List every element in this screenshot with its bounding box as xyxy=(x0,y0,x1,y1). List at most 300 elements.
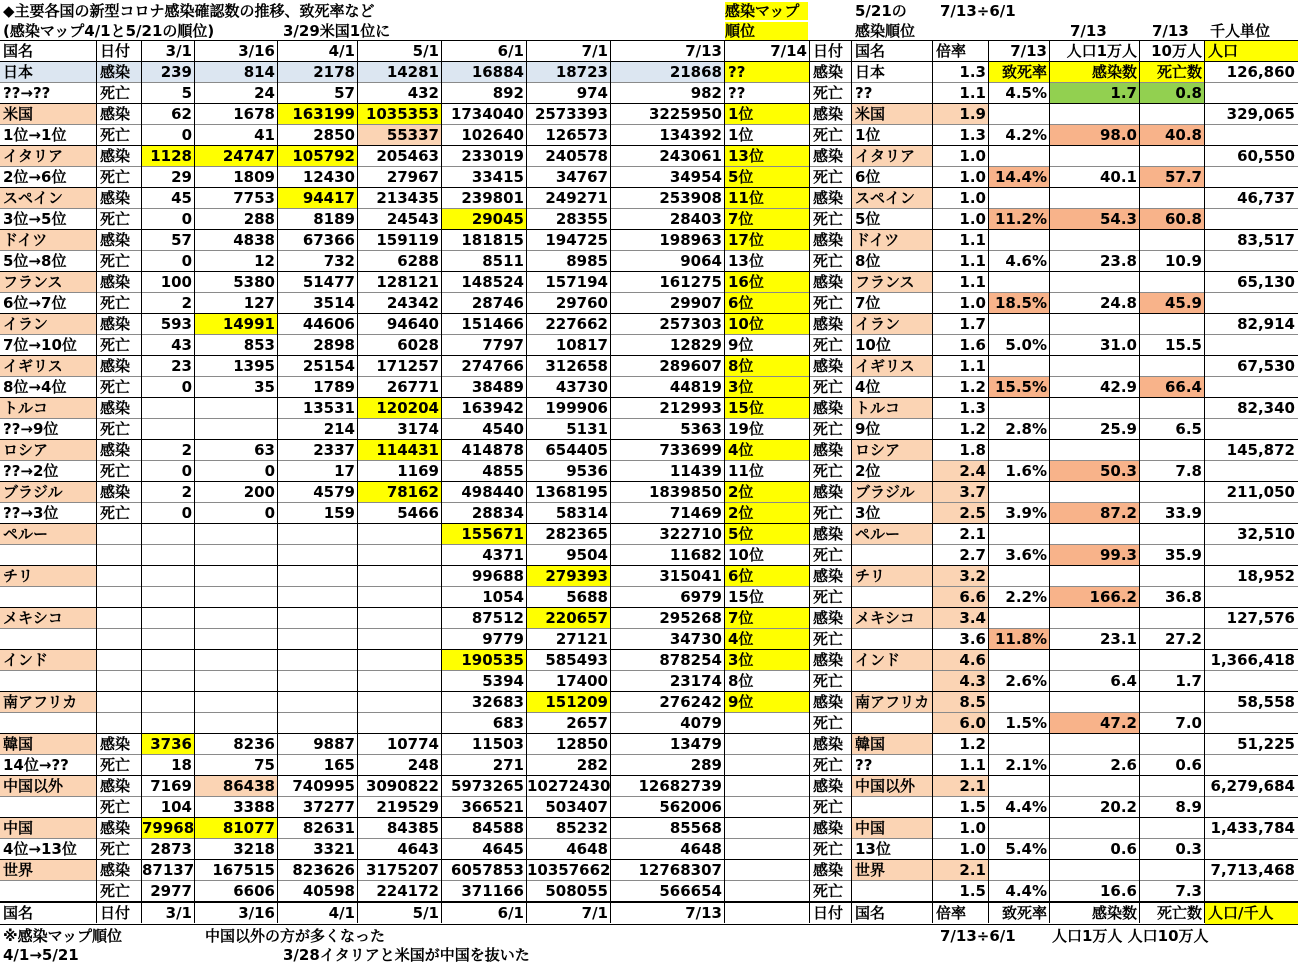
cell-r9-p xyxy=(1205,251,1298,272)
cell-r8-v0: 57 xyxy=(171,231,192,249)
cell-r30-v0 xyxy=(142,692,195,713)
cell-r9-b: 死亡 xyxy=(100,252,131,270)
cell-r13-v6: 12829 xyxy=(669,336,722,354)
cell-r29-m: 2.6% xyxy=(1005,672,1047,690)
cell-r38-m xyxy=(989,860,1050,881)
cell-r10-v5: 157194 xyxy=(545,273,608,291)
cell-r8-p: 83,517 xyxy=(1237,231,1295,249)
cell-r39-v3: 224172 xyxy=(376,882,439,900)
cell-r19-v1: 0 xyxy=(264,462,275,480)
cell-r39-v2: 40598 xyxy=(302,882,355,900)
cell-r32-m xyxy=(989,734,1050,755)
cell-r29-j: 死亡 xyxy=(813,672,844,690)
cell-r39-v1: 6606 xyxy=(233,882,275,900)
cell-r3-v5: 126573 xyxy=(545,126,608,144)
cell-r35-v5: 503407 xyxy=(545,798,608,816)
cell-r39-o: 7.3 xyxy=(1175,882,1202,900)
cell-r8-o xyxy=(1140,230,1205,251)
cell-r39-v7 xyxy=(725,881,810,902)
cell-r21-a: ??→3位 xyxy=(3,504,59,522)
cell-r0-v6: 21868 xyxy=(611,62,725,83)
cell-r25-m: 2.2% xyxy=(1005,588,1047,606)
cell-r3-m: 4.2% xyxy=(1005,126,1047,144)
cell-r16-j: 感染 xyxy=(813,399,844,417)
cell-r4-v7: 13位 xyxy=(725,146,810,167)
cell-r13-v0: 43 xyxy=(171,336,192,354)
cell-r22-j: 感染 xyxy=(813,525,844,543)
column-header-h-per100k: 10万人 xyxy=(1151,42,1202,60)
cell-r30-v1 xyxy=(195,692,278,713)
cell-r7-v2: 8189 xyxy=(313,210,355,228)
cell-r13-n: 31.0 xyxy=(1099,336,1137,354)
cell-r16-l: 1.3 xyxy=(959,399,986,417)
cell-r35-v1: 3388 xyxy=(233,798,275,816)
cell-r24-n xyxy=(1050,566,1140,587)
cell-r10-v6: 161275 xyxy=(659,273,722,291)
cell-r24-v2 xyxy=(278,566,358,587)
cell-r33-v1: 75 xyxy=(254,756,275,774)
note-per-pop: 人口1万人 人口10万人 xyxy=(1052,927,1209,945)
cell-r18-v0: 2 xyxy=(181,441,192,459)
cell-r7-j: 死亡 xyxy=(813,210,844,228)
cell-r35-v2: 37277 xyxy=(302,798,355,816)
cell-r28-j: 感染 xyxy=(813,651,844,669)
cell-r7-v0: 0 xyxy=(181,210,192,228)
cell-r25-p xyxy=(1205,587,1298,608)
cell-r24-v0 xyxy=(142,566,195,587)
cell-r17-m: 2.8% xyxy=(1005,420,1047,438)
cell-r20-p: 211,050 xyxy=(1226,483,1295,501)
cell-r5-v4: 33415 xyxy=(471,168,524,186)
cell-r33-v5: 282 xyxy=(576,756,608,774)
cell-r5-v5: 34767 xyxy=(555,168,608,186)
cell-r15-m: 15.5% xyxy=(989,377,1050,398)
cell-r11-v3: 24342 xyxy=(386,294,439,312)
cell-r5-b: 死亡 xyxy=(100,168,131,186)
cell-r6-k: スペイン xyxy=(852,188,933,209)
cell-r4-m xyxy=(989,146,1050,167)
cell-r25-v1 xyxy=(195,587,278,608)
cell-r19-v2: 17 xyxy=(334,462,355,480)
cell-r30-v6: 276242 xyxy=(659,693,722,711)
cell-r18-v2: 2337 xyxy=(313,441,355,459)
cell-r19-a: ??→2位 xyxy=(3,462,59,480)
cell-r3-v7: 1位 xyxy=(728,126,754,144)
cell-r26-l: 3.4 xyxy=(933,608,989,629)
cell-r9-v6: 9064 xyxy=(680,252,722,270)
cell-r32-v6: 13479 xyxy=(669,735,722,753)
cell-r2-b: 感染 xyxy=(100,105,131,123)
cell-r38-v4: 6057853 xyxy=(450,861,524,879)
cell-r34-k: 中国以外 xyxy=(852,776,933,797)
cell-r35-b: 死亡 xyxy=(100,798,131,816)
cell-r20-v4: 498440 xyxy=(461,483,524,501)
cell-r28-v4: 190535 xyxy=(442,650,527,671)
cell-r34-j: 感染 xyxy=(813,777,844,795)
column-header-country2: 国名 xyxy=(855,42,886,60)
cell-r16-v1 xyxy=(195,398,278,419)
cell-r33-n: 2.6 xyxy=(1110,756,1137,774)
cell-r30-v2 xyxy=(278,692,358,713)
cell-r36-v6: 85568 xyxy=(669,819,722,837)
cell-r22-o xyxy=(1140,524,1205,545)
cell-r32-j: 感染 xyxy=(813,735,844,753)
cell-r21-b: 死亡 xyxy=(100,504,131,522)
cell-r32-o xyxy=(1140,734,1205,755)
cell-r39-b: 死亡 xyxy=(100,882,131,900)
cell-r34-n xyxy=(1050,776,1140,797)
cell-r28-v7: 3位 xyxy=(725,650,810,671)
cell-r33-a: 14位→?? xyxy=(3,756,69,774)
cell-r37-v1: 3218 xyxy=(233,840,275,858)
cell-r38-n xyxy=(1050,860,1140,881)
cell-r15-n: 42.9 xyxy=(1099,378,1137,396)
column-header-ratio: 倍率 xyxy=(936,42,967,60)
cell-r10-v3: 128121 xyxy=(376,273,439,291)
cell-r9-v5: 8985 xyxy=(566,252,608,270)
cell-r3-o: 40.8 xyxy=(1140,125,1205,146)
cell-r1-v5: 974 xyxy=(576,84,608,102)
cell-r29-k xyxy=(852,671,933,692)
column-divider xyxy=(988,41,989,923)
cell-r22-v7: 5位 xyxy=(725,524,810,545)
cell-r6-v1: 7753 xyxy=(233,189,275,207)
cell-r39-p xyxy=(1205,881,1298,902)
cell-r38-a: 世界 xyxy=(0,860,97,881)
cell-r25-j: 死亡 xyxy=(813,588,844,606)
cell-r35-j: 死亡 xyxy=(813,798,844,816)
cell-r29-v6: 23174 xyxy=(669,672,722,690)
cell-r20-v0: 2 xyxy=(181,483,192,501)
cell-r28-m xyxy=(989,650,1050,671)
cell-r2-j: 感染 xyxy=(813,105,844,123)
cell-r3-k: 1位 xyxy=(855,126,881,144)
cell-r23-v0 xyxy=(142,545,195,566)
cell-r35-l: 1.5 xyxy=(959,798,986,816)
cell-r7-b: 死亡 xyxy=(100,210,131,228)
cell-r16-v7: 15位 xyxy=(725,398,810,419)
cell-r26-v3 xyxy=(358,608,442,629)
cell-r34-v4: 5973265 xyxy=(450,777,524,795)
cell-r18-o xyxy=(1140,440,1205,461)
cell-r0-o: 死亡数 xyxy=(1140,62,1205,83)
cell-r11-v6: 29907 xyxy=(669,294,722,312)
cell-r6-v4: 239801 xyxy=(461,189,524,207)
cell-r26-v2 xyxy=(278,608,358,629)
cell-r27-l: 3.6 xyxy=(959,630,986,648)
cell-r0-v5: 18723 xyxy=(527,62,611,83)
cell-r16-v4: 163942 xyxy=(461,399,524,417)
cell-r16-n xyxy=(1050,398,1140,419)
cell-r11-v0: 2 xyxy=(181,294,192,312)
cell-r29-v1 xyxy=(195,671,278,692)
column-divider xyxy=(96,41,97,923)
cell-r35-o: 8.9 xyxy=(1175,798,1202,816)
cell-r7-k: 5位 xyxy=(855,210,881,228)
cell-r17-v6: 5363 xyxy=(680,420,722,438)
cell-r17-v5: 5131 xyxy=(566,420,608,438)
cell-r29-v3 xyxy=(358,671,442,692)
cell-r10-v2: 51477 xyxy=(302,273,355,291)
cell-r8-a: ドイツ xyxy=(0,230,97,251)
cell-r36-n xyxy=(1050,818,1140,839)
cell-r1-p xyxy=(1205,83,1298,104)
cell-r8-j: 感染 xyxy=(813,231,844,249)
cell-r38-o xyxy=(1140,860,1205,881)
cell-r19-n: 50.3 xyxy=(1050,461,1140,482)
cell-r5-j: 死亡 xyxy=(813,168,844,186)
cell-r2-a: 米国 xyxy=(0,104,97,125)
cell-r22-v5: 282365 xyxy=(545,525,608,543)
cell-r37-p xyxy=(1205,839,1298,860)
cell-r12-o xyxy=(1140,314,1205,335)
cell-r25-o: 36.8 xyxy=(1164,588,1202,606)
cell-r31-j: 死亡 xyxy=(813,714,844,732)
cell-r32-v0: 3736 xyxy=(142,734,195,755)
cell-r4-k: イタリア xyxy=(852,146,933,167)
cell-r36-a: 中国 xyxy=(0,818,97,839)
cell-r26-v6: 295268 xyxy=(659,609,722,627)
cell-r27-v5: 27121 xyxy=(555,630,608,648)
note-period: 4/1→5/21 xyxy=(3,946,79,964)
cell-r9-v7: 13位 xyxy=(728,252,764,270)
cell-r4-v2: 105792 xyxy=(278,146,358,167)
note-outside-china: 中国以外の方が多くなった xyxy=(205,927,386,945)
footer-header-d7: 7/13 xyxy=(685,904,722,922)
cell-r15-v4: 38489 xyxy=(471,378,524,396)
cell-r28-v5: 585493 xyxy=(545,651,608,669)
cell-r33-p xyxy=(1205,755,1298,776)
cell-r11-v4: 28746 xyxy=(471,294,524,312)
cell-r36-v2: 82631 xyxy=(302,819,355,837)
cell-r22-v4: 155671 xyxy=(442,524,527,545)
cell-r18-v1: 63 xyxy=(254,441,275,459)
cell-r7-v6: 28403 xyxy=(669,210,722,228)
cell-r33-v6: 289 xyxy=(690,756,722,774)
cell-r5-n: 40.1 xyxy=(1099,168,1137,186)
cell-r39-k xyxy=(852,881,933,902)
cell-r29-o: 1.7 xyxy=(1175,672,1202,690)
cell-r4-n xyxy=(1050,146,1140,167)
cell-r0-m: 致死率 xyxy=(989,62,1050,83)
column-header-h-cfr-713: 7/13 xyxy=(1010,42,1047,60)
cell-r34-a: 中国以外 xyxy=(0,776,97,797)
column-divider xyxy=(1139,41,1140,923)
cell-r16-p: 82,340 xyxy=(1237,399,1295,417)
cell-r15-v6: 44819 xyxy=(669,378,722,396)
cell-r34-v0: 7169 xyxy=(150,777,192,795)
cell-r36-v5: 85232 xyxy=(555,819,608,837)
column-header-d4: 5/1 xyxy=(412,42,439,60)
cell-r28-v2 xyxy=(278,650,358,671)
cell-r13-a: 7位→10位 xyxy=(3,336,77,354)
cell-r14-l: 1.1 xyxy=(959,357,986,375)
cell-r2-o xyxy=(1140,104,1205,125)
cell-r39-v6: 566654 xyxy=(659,882,722,900)
cell-r38-v0: 87137 xyxy=(142,861,195,879)
cell-r38-k: 世界 xyxy=(852,860,933,881)
column-header-country: 国名 xyxy=(3,42,34,60)
cell-r32-p: 51,225 xyxy=(1237,735,1295,753)
cell-r14-v7: 8位 xyxy=(725,356,810,377)
cell-r7-a: 3位→5位 xyxy=(3,210,67,228)
cell-r8-l: 1.1 xyxy=(959,231,986,249)
cell-r19-v3: 1169 xyxy=(397,462,439,480)
cell-r36-m xyxy=(989,818,1050,839)
cell-r32-v7 xyxy=(725,734,810,755)
cell-r14-k: イギリス xyxy=(852,356,933,377)
cell-r11-p xyxy=(1205,293,1298,314)
cell-r30-k: 南アフリカ xyxy=(852,692,933,713)
cell-r25-v2 xyxy=(278,587,358,608)
cell-r21-v1: 0 xyxy=(264,504,275,522)
cell-r37-n: 0.6 xyxy=(1110,840,1137,858)
cell-r36-j: 感染 xyxy=(813,819,844,837)
cell-r20-n xyxy=(1050,482,1140,503)
cell-r24-p: 18,952 xyxy=(1237,567,1295,585)
footer-header-d5: 6/1 xyxy=(497,904,524,922)
cell-r30-v5: 151209 xyxy=(527,692,611,713)
cell-r19-b: 死亡 xyxy=(100,462,131,480)
cell-r39-m: 4.4% xyxy=(1005,882,1047,900)
cell-r33-k: ?? xyxy=(855,756,873,774)
cell-r31-l: 6.0 xyxy=(933,713,989,734)
cell-r27-v4: 9779 xyxy=(482,630,524,648)
footer-header-date: 日付 xyxy=(100,904,131,922)
cell-r22-l: 2.1 xyxy=(959,525,986,543)
cell-r23-p xyxy=(1205,545,1298,566)
cell-r14-v0: 23 xyxy=(171,357,192,375)
cell-r18-k: ロシア xyxy=(852,440,933,461)
cell-r1-v1: 24 xyxy=(254,84,275,102)
cell-r21-j: 死亡 xyxy=(813,504,844,522)
cell-r37-k: 13位 xyxy=(855,840,891,858)
cell-r1-b: 死亡 xyxy=(100,84,131,102)
cell-r9-k: 8位 xyxy=(855,252,881,270)
cell-r5-v2: 12430 xyxy=(302,168,355,186)
cell-r18-v3: 114431 xyxy=(358,440,442,461)
cell-r10-p: 65,130 xyxy=(1237,273,1295,291)
cell-r17-b: 死亡 xyxy=(100,420,131,438)
cell-r18-l: 1.8 xyxy=(959,441,986,459)
cell-r34-m xyxy=(989,776,1050,797)
cell-r17-l: 1.2 xyxy=(959,420,986,438)
cell-r26-n xyxy=(1050,608,1140,629)
cell-r13-p xyxy=(1205,335,1298,356)
cell-r12-v6: 257303 xyxy=(659,315,722,333)
unit-header: 千人単位 xyxy=(1210,22,1271,40)
cell-r21-v4: 28834 xyxy=(471,504,524,522)
cell-r4-p: 60,550 xyxy=(1237,147,1295,165)
cell-r13-v3: 6028 xyxy=(397,336,439,354)
cell-r2-m xyxy=(989,104,1050,125)
cell-r14-b: 感染 xyxy=(100,357,131,375)
column-divider xyxy=(141,41,142,923)
cell-r11-b: 死亡 xyxy=(100,294,131,312)
cell-r4-v1: 24747 xyxy=(195,146,278,167)
cell-r21-o: 33.9 xyxy=(1164,504,1202,522)
cell-r6-v0: 45 xyxy=(171,189,192,207)
cell-r38-j: 感染 xyxy=(813,861,844,879)
cell-r14-p: 67,530 xyxy=(1237,357,1295,375)
cell-r7-l: 1.0 xyxy=(959,210,986,228)
cell-r15-l: 1.2 xyxy=(959,378,986,396)
cell-r18-v6: 733699 xyxy=(659,441,722,459)
cell-r20-a: ブラジル xyxy=(0,482,97,503)
cell-r38-v7 xyxy=(725,860,810,881)
cell-r6-o xyxy=(1140,188,1205,209)
cell-r11-v5: 29760 xyxy=(555,294,608,312)
cell-r25-a xyxy=(0,587,97,608)
cell-r20-m xyxy=(989,482,1050,503)
cell-r35-m: 4.4% xyxy=(1005,798,1047,816)
cell-r38-v6: 12768307 xyxy=(638,861,722,879)
cell-r31-v1 xyxy=(195,713,278,734)
cell-r32-l: 1.2 xyxy=(959,735,986,753)
column-divider xyxy=(809,41,810,923)
cell-r33-b: 死亡 xyxy=(100,756,131,774)
cell-r24-v6: 315041 xyxy=(659,567,722,585)
cell-r23-k xyxy=(852,545,933,566)
cell-r31-v7 xyxy=(725,713,810,734)
cell-r32-a: 韓国 xyxy=(0,734,97,755)
cell-r20-v6: 1839850 xyxy=(648,483,722,501)
cell-r37-j: 死亡 xyxy=(813,840,844,858)
cell-r5-v3: 27967 xyxy=(386,168,439,186)
cell-r31-k xyxy=(852,713,933,734)
cell-r27-v1 xyxy=(195,629,278,650)
cell-r9-v3: 6288 xyxy=(397,252,439,270)
cell-r1-n: 1.7 xyxy=(1050,83,1140,104)
cell-r22-p: 32,510 xyxy=(1237,525,1295,543)
cell-r8-v6: 198963 xyxy=(659,231,722,249)
cell-r34-l: 2.1 xyxy=(933,776,989,797)
cell-r0-v0: 239 xyxy=(142,62,195,83)
cell-r14-v3: 171257 xyxy=(376,357,439,375)
cell-r16-a: トルコ xyxy=(0,398,97,419)
cell-r15-v5: 43730 xyxy=(555,378,608,396)
cell-r9-v4: 8511 xyxy=(482,252,524,270)
cell-r24-v7: 6位 xyxy=(725,566,810,587)
cell-r21-v5: 58314 xyxy=(555,504,608,522)
cell-r24-a: チリ xyxy=(0,566,97,587)
cell-r9-j: 死亡 xyxy=(813,252,844,270)
cell-r37-v5: 4648 xyxy=(566,840,608,858)
cell-r4-j: 感染 xyxy=(813,147,844,165)
cell-r30-p: 58,558 xyxy=(1237,693,1295,711)
cell-r7-v7: 7位 xyxy=(725,209,810,230)
column-divider xyxy=(1049,41,1050,923)
cell-r16-o xyxy=(1140,398,1205,419)
cell-r1-v0: 5 xyxy=(181,84,192,102)
cell-r0-p: 126,860 xyxy=(1226,63,1295,81)
footer-header-d3: 4/1 xyxy=(328,904,355,922)
cell-r23-a xyxy=(0,545,97,566)
cell-r29-v7: 8位 xyxy=(728,672,754,690)
cell-r6-b: 感染 xyxy=(100,189,131,207)
cell-r31-v0 xyxy=(142,713,195,734)
cell-r23-n: 99.3 xyxy=(1050,545,1140,566)
cell-r32-n xyxy=(1050,734,1140,755)
cell-r25-k xyxy=(852,587,933,608)
cell-r25-v6: 6979 xyxy=(680,588,722,606)
cell-r25-v4: 1054 xyxy=(482,588,524,606)
cell-r6-a: スペイン xyxy=(0,188,97,209)
cell-r1-a: ??→?? xyxy=(3,84,51,102)
cell-r27-n: 23.1 xyxy=(1099,630,1137,648)
cell-r36-v3: 84385 xyxy=(386,819,439,837)
cell-r36-v4: 84588 xyxy=(471,819,524,837)
